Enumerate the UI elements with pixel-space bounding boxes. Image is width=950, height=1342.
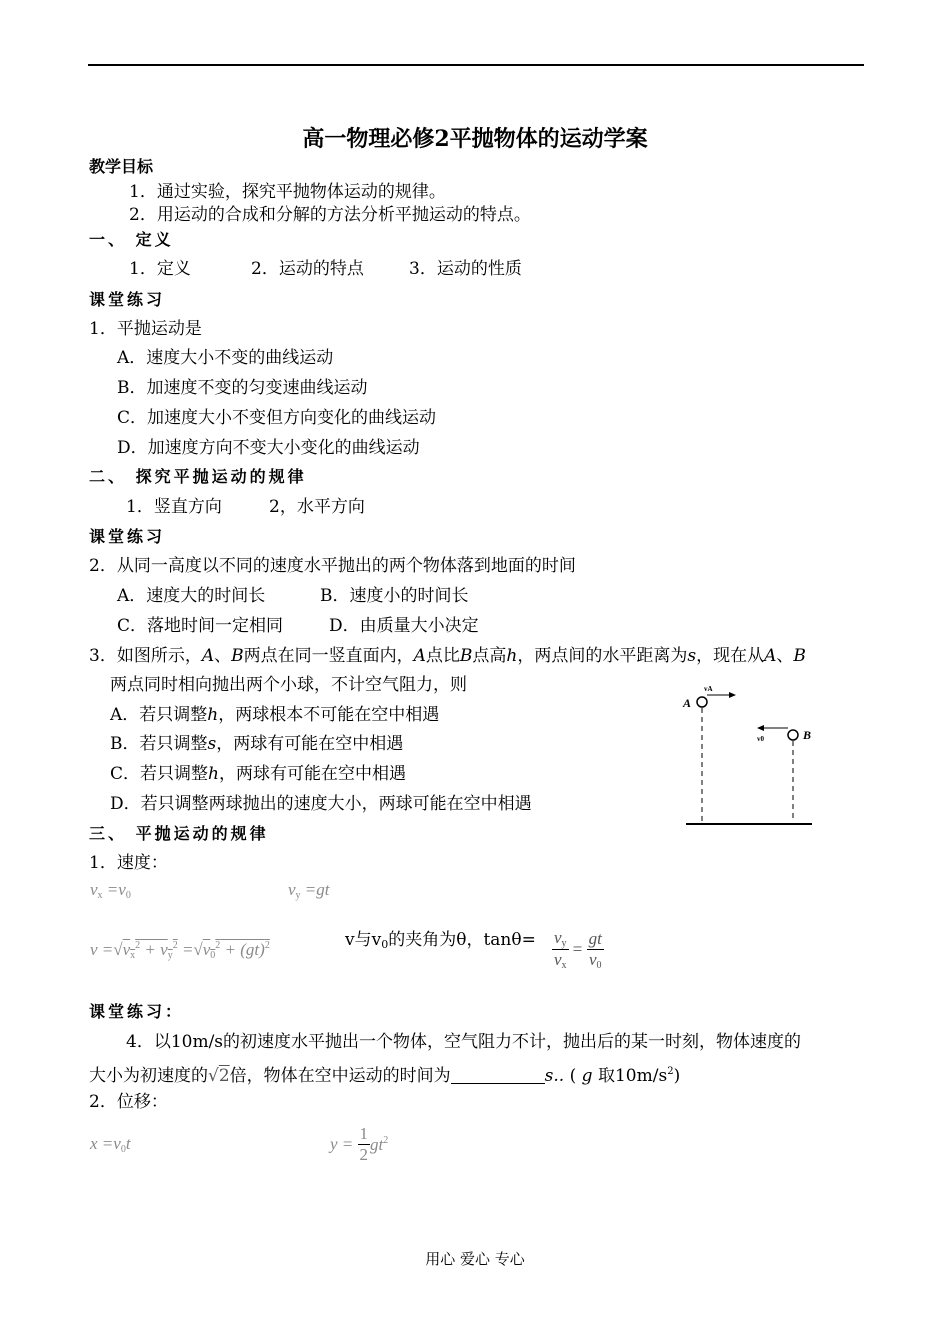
question: 3．如图所示，A、B两点在同一竖直面内，A点比B点高h，两点间的水平距离为s，现在从A、B (89, 646, 806, 666)
option: A．速度大的时间长 (117, 586, 266, 606)
equation-x: $x =v_0t$ (90, 1134, 131, 1155)
option: D．若只调整两球抛出的速度大小，两球可能在空中相遇 (110, 794, 532, 814)
equation-vx: $v_x =v_0$ (90, 880, 131, 901)
definition-point: 3．运动的性质 (409, 259, 522, 279)
angle-description: v与v0的夹角为θ，tanθ= (345, 930, 536, 951)
header-rule (88, 64, 864, 66)
law-point: 1．竖直方向 (126, 497, 222, 517)
option: D．加速度方向不变大小变化的曲线运动 (117, 438, 420, 458)
question: 4．以10m/s的初速度水平抛出一个物体，空气阻力不计，抛出后的某一时刻，物体速度的 (126, 1032, 802, 1052)
question: 2．从同一高度以不同的速度水平抛出的两个物体落到地面的时间 (89, 556, 576, 576)
ball-b (788, 730, 798, 740)
option: B．加速度不变的匀变速曲线运动 (117, 378, 368, 398)
objectives-heading: 教学目标 (89, 157, 154, 176)
practice-heading: 课堂练习 (89, 527, 166, 546)
figure-label-vb: v0 (757, 735, 764, 743)
option: C．落地时间一定相同 (117, 616, 284, 636)
option: B．速度小的时间长 (320, 586, 469, 606)
equation-y: y = $\frac{1}{2}$ $gt^2$ (330, 1124, 389, 1164)
practice-heading: 课堂练习 (89, 290, 166, 309)
page-title: 高一物理必修2平抛物体的运动学案 (302, 126, 648, 152)
figure-label-b: B (803, 728, 812, 742)
projectile-figure (680, 680, 820, 830)
figure-label-va: vA (704, 685, 713, 693)
ball-a (697, 697, 707, 707)
displacement-label: 2．位移： (89, 1092, 168, 1112)
section-heading: 三、 平抛运动的规律 (89, 824, 269, 843)
question-continued: 大小为初速度的√2倍，物体在空中运动的时间为 s.. ( g 取$10m/s^2$) (89, 1066, 681, 1086)
option: A．速度大小不变的曲线运动 (117, 348, 334, 368)
objective-item: 1．通过实验，探究平抛物体运动的规律。 (129, 182, 446, 202)
arrowhead-b (757, 725, 764, 731)
practice-heading: 课堂练习： (89, 1002, 185, 1021)
option: B．若只调整s，两球有可能在空中相遇 (110, 734, 404, 754)
tan-fraction: $\frac{v_y}{v_x}$ = $\frac{gt}{v_0}$ (554, 928, 602, 971)
equation-vy: $v_y =gt$ (288, 880, 330, 901)
option: C．若只调整h，两球有可能在空中相遇 (110, 764, 406, 784)
equation-v: $v =√v_x^2 + v_y^2 =√v_0^2 + (gt)^2$ (90, 940, 270, 961)
section-heading: 一、 定义 (89, 230, 174, 249)
option: C．加速度大小不变但方向变化的曲线运动 (117, 408, 437, 428)
velocity-label: 1．速度： (89, 853, 168, 873)
objective-item: 2．用运动的合成和分解的方法分析平抛运动的特点。 (129, 205, 531, 225)
section-heading: 二、 探究平抛运动的规律 (89, 467, 307, 486)
page-footer: 用心 爱心 专心 (425, 1250, 525, 1268)
law-point: 2，水平方向 (269, 497, 365, 517)
figure-label-a: A (683, 696, 692, 710)
option: D．由质量大小决定 (329, 616, 479, 636)
question: 1．平抛运动是 (89, 319, 202, 339)
definition-point: 2．运动的特点 (251, 259, 364, 279)
answer-blank[interactable] (451, 1067, 545, 1084)
arrowhead-a (729, 692, 736, 698)
question-continued: 两点同时相向抛出两个小球，不计空气阻力，则 (110, 675, 467, 695)
option: A．若只调整h，两球根本不可能在空中相遇 (110, 705, 440, 725)
definition-point: 1．定义 (129, 259, 191, 279)
